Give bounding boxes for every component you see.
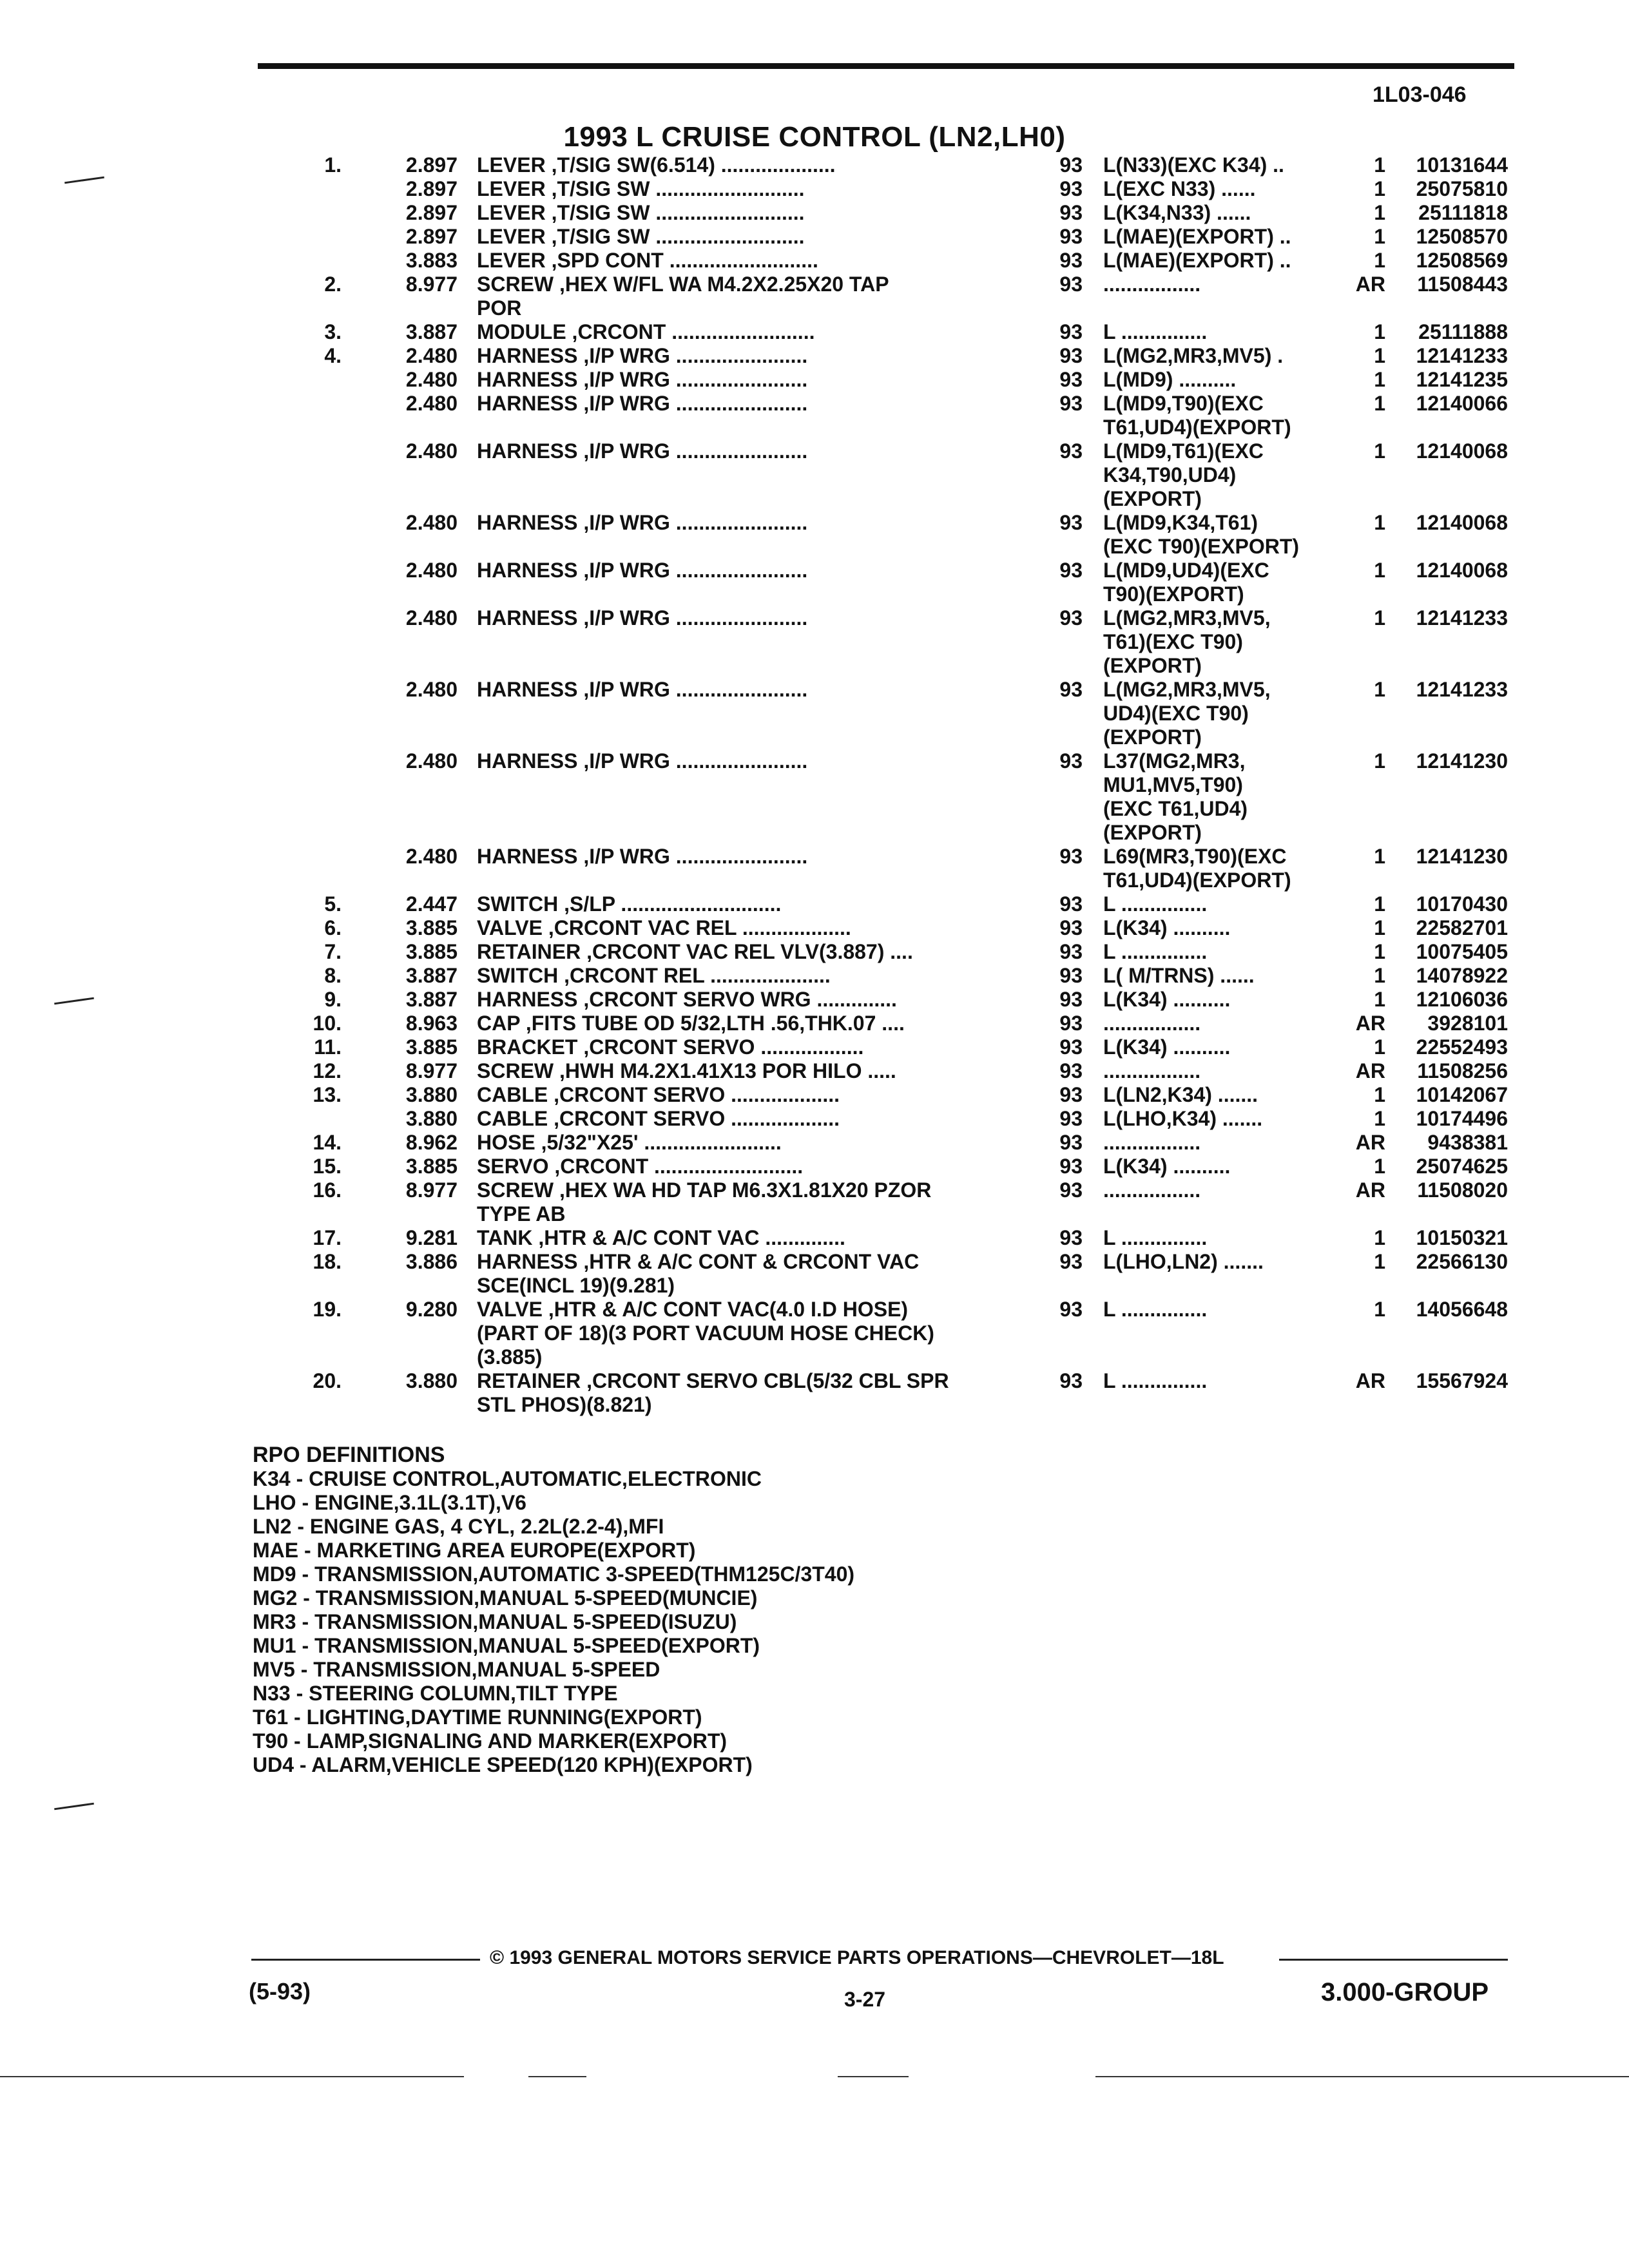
part-description: HARNESS ,HTR & A/C CONT & CRCONT VAC SCE(INCL 19)(9.281) [477, 1250, 920, 1297]
quantity: 1 [1374, 225, 1385, 248]
group-number: 2.897 [405, 201, 458, 224]
part-description: CABLE ,CRCONT SERVO ................... [477, 1083, 840, 1106]
part-number: 3928101 [1427, 1012, 1508, 1035]
ref-number: 9. [324, 988, 342, 1011]
part-row [0, 1178, 1629, 1226]
part-number: 25075810 [1416, 177, 1508, 200]
quantity: 1 [1374, 1250, 1385, 1273]
group-number: 3.885 [405, 1035, 458, 1059]
part-description: CAP ,FITS TUBE OD 5/32,LTH .56,THK.07 .... [477, 1012, 905, 1035]
model-year: 93 [1059, 1250, 1083, 1273]
model-year: 93 [1059, 1369, 1083, 1392]
part-number: 15567924 [1416, 1369, 1508, 1392]
usage-code: L(EXC N33) ...... [1103, 177, 1256, 200]
model-year: 93 [1059, 916, 1083, 939]
ref-number: 7. [324, 940, 342, 963]
part-description: HARNESS ,I/P WRG ....................... [477, 845, 808, 868]
part-number: 22582701 [1416, 916, 1508, 939]
part-description: HARNESS ,I/P WRG ....................... [477, 749, 808, 773]
scan-artifact-line [1095, 2076, 1629, 2077]
part-number: 10075405 [1416, 940, 1508, 963]
parts-list [0, 153, 1629, 1417]
part-number: 11508443 [1417, 273, 1508, 296]
model-year: 93 [1059, 1131, 1083, 1154]
rpo-definition: UD4 - ALARM,VEHICLE SPEED(120 KPH)(EXPORT) [253, 1753, 753, 1776]
group-number: 3.886 [405, 1250, 458, 1273]
group-number: 8.977 [405, 1059, 458, 1082]
part-number: 10142067 [1416, 1083, 1508, 1106]
model-year: 93 [1059, 225, 1083, 248]
part-number: 10170430 [1416, 892, 1508, 916]
usage-code: L(MG2,MR3,MV5, UD4)(EXC T90) (EXPORT) [1103, 678, 1271, 749]
rpo-definition: T61 - LIGHTING,DAYTIME RUNNING(EXPORT) [253, 1706, 702, 1729]
part-number: 10150321 [1416, 1226, 1508, 1249]
part-row [0, 1035, 1629, 1059]
part-description: MODULE ,CRCONT ......................... [477, 320, 815, 343]
model-year: 93 [1059, 559, 1083, 582]
part-description: HARNESS ,I/P WRG ....................... [477, 559, 808, 582]
quantity: AR [1355, 273, 1385, 296]
copyright-text: © 1993 GENERAL MOTORS SERVICE PARTS OPERATIONS—CHEVROLET—18L [490, 1947, 1224, 1968]
quantity: 1 [1374, 1155, 1385, 1178]
part-description: LEVER ,T/SIG SW(6.514) .................... [477, 153, 836, 177]
part-number: 12140068 [1416, 439, 1508, 463]
scan-artifact-line [0, 2076, 464, 2077]
usage-code: L( M/TRNS) ...... [1103, 964, 1255, 987]
ref-number: 12. [313, 1059, 342, 1082]
quantity: 1 [1374, 1035, 1385, 1059]
model-year: 93 [1059, 1012, 1083, 1035]
part-number: 12141230 [1416, 845, 1508, 868]
group-number: 2.480 [405, 439, 458, 463]
part-number: 12141233 [1416, 606, 1508, 629]
quantity: 1 [1374, 368, 1385, 391]
usage-code: L ............... [1103, 320, 1208, 343]
part-row [0, 1083, 1629, 1107]
part-description: HARNESS ,I/P WRG ....................... [477, 392, 808, 415]
quantity: 1 [1374, 678, 1385, 701]
quantity: 1 [1374, 892, 1385, 916]
model-year: 93 [1059, 177, 1083, 200]
part-description: LEVER ,SPD CONT .......................... [477, 249, 818, 272]
part-description: RETAINER ,CRCONT VAC REL VLV(3.887) .... [477, 940, 913, 963]
usage-code: L ............... [1103, 892, 1208, 916]
group-number: 2.480 [405, 749, 458, 773]
model-year: 93 [1059, 1226, 1083, 1249]
part-row [0, 273, 1629, 320]
part-row [0, 1298, 1629, 1369]
model-year: 93 [1059, 678, 1083, 701]
model-year: 93 [1059, 392, 1083, 415]
model-year: 93 [1059, 1059, 1083, 1082]
quantity: 1 [1374, 344, 1385, 367]
part-number: 12106036 [1416, 988, 1508, 1011]
part-number: 14056648 [1416, 1298, 1508, 1321]
part-number: 12140068 [1416, 559, 1508, 582]
group-number: 3.880 [405, 1107, 458, 1130]
model-year: 93 [1059, 749, 1083, 773]
quantity: 1 [1374, 153, 1385, 177]
quantity: 1 [1374, 320, 1385, 343]
group-number: 3.883 [405, 249, 458, 272]
usage-code: L(LHO,LN2) ....... [1103, 1250, 1264, 1273]
group-number: 8.963 [405, 1012, 458, 1035]
rpo-definitions [253, 1443, 854, 1777]
part-description: HARNESS ,I/P WRG ....................... [477, 344, 808, 367]
model-year: 93 [1059, 201, 1083, 224]
part-number: 12141233 [1416, 344, 1508, 367]
part-row [0, 559, 1629, 606]
quantity: 1 [1374, 559, 1385, 582]
ref-number: 11. [314, 1035, 342, 1059]
part-number: 12141235 [1416, 368, 1508, 391]
rpo-definition: MAE - MARKETING AREA EUROPE(EXPORT) [253, 1539, 696, 1562]
quantity: 1 [1374, 988, 1385, 1011]
usage-code: L(MD9,T90)(EXC T61,UD4)(EXPORT) [1103, 392, 1291, 439]
footer-rule-right [1279, 1959, 1508, 1961]
model-year: 93 [1059, 1178, 1083, 1202]
part-row [0, 606, 1629, 678]
footer-group: 3.000-GROUP [1321, 1978, 1489, 2006]
model-year: 93 [1059, 892, 1083, 916]
rpo-definition: LN2 - ENGINE GAS, 4 CYL, 2.2L(2.2-4),MFI [253, 1515, 664, 1538]
part-row [0, 1226, 1629, 1250]
part-number: 10131644 [1416, 153, 1508, 177]
ref-number: 1. [324, 153, 342, 177]
part-number: 12140066 [1416, 392, 1508, 415]
usage-code: L ............... [1103, 1369, 1208, 1392]
usage-code: L ............... [1103, 1226, 1208, 1249]
usage-code: ................. [1103, 1012, 1201, 1035]
quantity: 1 [1374, 439, 1385, 463]
model-year: 93 [1059, 1035, 1083, 1059]
scan-artifact-line [528, 2076, 586, 2077]
group-number: 8.977 [405, 273, 458, 296]
part-description: VALVE ,HTR & A/C CONT VAC(4.0 I.D HOSE) (PART OF 18)(3 PORT VACUUM HOSE CHECK) (3.885) [477, 1298, 934, 1369]
part-description: TANK ,HTR & A/C CONT VAC .............. [477, 1226, 845, 1249]
rpo-definition: MU1 - TRANSMISSION,MANUAL 5-SPEED(EXPORT) [253, 1634, 760, 1657]
usage-code: L(K34) .......... [1103, 988, 1231, 1011]
usage-code: L(K34) .......... [1103, 1035, 1231, 1059]
part-number: 25111818 [1418, 201, 1508, 224]
part-row [0, 249, 1629, 273]
footer-date: (5-93) [249, 1978, 311, 2004]
group-number: 2.480 [405, 559, 458, 582]
part-row [0, 1131, 1629, 1155]
part-number: 12508569 [1416, 249, 1508, 272]
ref-number: 3. [324, 320, 342, 343]
model-year: 93 [1059, 606, 1083, 629]
rpo-definition: K34 - CRUISE CONTROL,AUTOMATIC,ELECTRONIC [253, 1467, 762, 1490]
part-description: CABLE ,CRCONT SERVO ................... [477, 1107, 840, 1130]
quantity: 1 [1374, 249, 1385, 272]
page-title: 1993 L CRUISE CONTROL (LN2,LH0) [563, 121, 1066, 153]
group-number: 3.887 [405, 988, 458, 1011]
rpo-definition: N33 - STEERING COLUMN,TILT TYPE [253, 1682, 618, 1705]
part-row [0, 1012, 1629, 1035]
usage-code: L37(MG2,MR3, MU1,MV5,T90) (EXC T61,UD4) (EXPORT) [1103, 749, 1248, 844]
quantity: 1 [1374, 392, 1385, 415]
rpo-definition: MG2 - TRANSMISSION,MANUAL 5-SPEED(MUNCIE) [253, 1586, 758, 1610]
model-year: 93 [1059, 940, 1083, 963]
usage-code: L(MD9,T61)(EXC K34,T90,UD4) (EXPORT) [1103, 439, 1264, 510]
usage-code: ................. [1103, 1178, 1201, 1202]
part-description: SERVO ,CRCONT .......................... [477, 1155, 804, 1178]
usage-code: L(MG2,MR3,MV5) . [1103, 344, 1284, 367]
part-description: SCREW ,HWH M4.2X1.41X13 POR HILO ..... [477, 1059, 896, 1082]
rpo-definition: MD9 - TRANSMISSION,AUTOMATIC 3-SPEED(THM125C/3T40) [253, 1562, 855, 1586]
model-year: 93 [1059, 439, 1083, 463]
group-number: 2.480 [405, 845, 458, 868]
group-number: 2.480 [405, 392, 458, 415]
part-description: BRACKET ,CRCONT SERVO .................. [477, 1035, 864, 1059]
ref-number: 18. [313, 1250, 342, 1273]
scan-artifact-line [838, 2076, 909, 2077]
part-description: SWITCH ,CRCONT REL ..................... [477, 964, 831, 987]
part-number: 11508256 [1417, 1059, 1508, 1082]
ref-number: 14. [313, 1131, 342, 1154]
part-description: HOSE ,5/32"X25' ........................ [477, 1131, 782, 1154]
ref-number: 13. [313, 1083, 342, 1106]
part-number: 25111888 [1418, 320, 1508, 343]
part-row [0, 1107, 1629, 1131]
part-description: SWITCH ,S/LP ............................ [477, 892, 782, 916]
margin-mark [54, 1803, 94, 1811]
part-number: 14078922 [1416, 964, 1508, 987]
part-description: RETAINER ,CRCONT SERVO CBL(5/32 CBL SPR STL PHOS)(8.821) [477, 1369, 949, 1416]
part-description: LEVER ,T/SIG SW .......................... [477, 225, 805, 248]
usage-code: L(MD9,K34,T61) (EXC T90)(EXPORT) [1103, 511, 1300, 558]
usage-code: L ............... [1103, 940, 1208, 963]
ref-number: 2. [324, 273, 342, 296]
part-row [0, 225, 1629, 249]
part-row [0, 368, 1629, 392]
ref-number: 8. [324, 964, 342, 987]
model-year: 93 [1059, 1155, 1083, 1178]
group-number: 2.480 [405, 344, 458, 367]
part-row [0, 964, 1629, 988]
group-number: 2.897 [405, 177, 458, 200]
quantity: 1 [1374, 916, 1385, 939]
ref-number: 19. [313, 1298, 342, 1321]
model-year: 93 [1059, 273, 1083, 296]
ref-number: 6. [324, 916, 342, 939]
part-description: HARNESS ,I/P WRG ....................... [477, 439, 808, 463]
quantity: 1 [1374, 1083, 1385, 1106]
model-year: 93 [1059, 320, 1083, 343]
group-number: 2.480 [405, 368, 458, 391]
part-row [0, 940, 1629, 964]
model-year: 93 [1059, 988, 1083, 1011]
page-number: 3-27 [844, 1988, 886, 2011]
part-row [0, 916, 1629, 940]
group-number: 9.280 [405, 1298, 458, 1321]
usage-code: L(LN2,K34) ....... [1103, 1083, 1258, 1106]
part-description: LEVER ,T/SIG SW .......................... [477, 201, 805, 224]
quantity: AR [1355, 1059, 1385, 1082]
group-number: 3.880 [405, 1369, 458, 1392]
quantity: 1 [1374, 749, 1385, 773]
quantity: 1 [1374, 511, 1385, 534]
model-year: 93 [1059, 511, 1083, 534]
quantity: 1 [1374, 964, 1385, 987]
group-number: 3.880 [405, 1083, 458, 1106]
part-description: LEVER ,T/SIG SW .......................... [477, 177, 805, 200]
part-row [0, 177, 1629, 201]
group-number: 8.977 [405, 1178, 458, 1202]
model-year: 93 [1059, 845, 1083, 868]
part-row [0, 892, 1629, 916]
quantity: AR [1355, 1178, 1385, 1202]
usage-code: L(K34) .......... [1103, 916, 1231, 939]
part-description: VALVE ,CRCONT VAC REL ................... [477, 916, 851, 939]
document-id: 1L03-046 [1373, 82, 1467, 107]
part-row [0, 511, 1629, 559]
part-description: SCREW ,HEX W/FL WA M4.2X2.25X20 TAP POR [477, 273, 889, 320]
quantity: 1 [1374, 606, 1385, 629]
part-row [0, 392, 1629, 439]
part-number: 9438381 [1427, 1131, 1508, 1154]
part-row [0, 344, 1629, 368]
part-row [0, 1155, 1629, 1178]
usage-code: L(MAE)(EXPORT) .. [1103, 225, 1291, 248]
rpo-definition: T90 - LAMP,SIGNALING AND MARKER(EXPORT) [253, 1729, 728, 1753]
quantity: 1 [1374, 1298, 1385, 1321]
part-number: 12140068 [1416, 511, 1508, 534]
usage-code: L(LHO,K34) ....... [1103, 1107, 1263, 1130]
model-year: 93 [1059, 1298, 1083, 1321]
ref-number: 4. [324, 344, 342, 367]
part-description: SCREW ,HEX WA HD TAP M6.3X1.81X20 PZOR TYPE AB [477, 1178, 932, 1225]
part-description: HARNESS ,I/P WRG ....................... [477, 368, 808, 391]
usage-code: L(K34) .......... [1103, 1155, 1231, 1178]
part-description: HARNESS ,I/P WRG ....................... [477, 606, 808, 629]
group-number: 3.887 [405, 964, 458, 987]
part-number: 22552493 [1416, 1035, 1508, 1059]
usage-code: ................. [1103, 1059, 1201, 1082]
usage-code: L(N33)(EXC K34) .. [1103, 153, 1284, 177]
model-year: 93 [1059, 153, 1083, 177]
part-description: HARNESS ,I/P WRG ....................... [477, 511, 808, 534]
part-number: 22566130 [1416, 1250, 1508, 1273]
ref-number: 17. [313, 1226, 342, 1249]
quantity: 1 [1374, 1107, 1385, 1130]
part-number: 10174496 [1416, 1107, 1508, 1130]
part-row [0, 439, 1629, 511]
usage-code: L(MD9,UD4)(EXC T90)(EXPORT) [1103, 559, 1269, 606]
part-row [0, 1369, 1629, 1417]
quantity: 1 [1374, 1226, 1385, 1249]
part-number: 12141233 [1416, 678, 1508, 701]
part-row [0, 153, 1629, 177]
top-rule [258, 63, 1514, 69]
group-number: 2.480 [405, 678, 458, 701]
part-row [0, 1059, 1629, 1083]
part-number: 12508570 [1416, 225, 1508, 248]
part-description: HARNESS ,CRCONT SERVO WRG .............. [477, 988, 897, 1011]
part-number: 11508020 [1417, 1178, 1508, 1202]
rpo-heading: RPO DEFINITIONS [253, 1443, 445, 1467]
quantity: 1 [1374, 940, 1385, 963]
usage-code: L(MD9) .......... [1103, 368, 1237, 391]
usage-code: L(MAE)(EXPORT) .. [1103, 249, 1291, 272]
quantity: AR [1355, 1369, 1385, 1392]
model-year: 93 [1059, 344, 1083, 367]
part-row [0, 1250, 1629, 1298]
usage-code: L ............... [1103, 1298, 1208, 1321]
usage-code: L(K34,N33) ...... [1103, 201, 1251, 224]
model-year: 93 [1059, 1083, 1083, 1106]
group-number: 9.281 [405, 1226, 458, 1249]
group-number: 8.962 [405, 1131, 458, 1154]
group-number: 2.897 [405, 225, 458, 248]
quantity: 1 [1374, 177, 1385, 200]
quantity: 1 [1374, 201, 1385, 224]
model-year: 93 [1059, 964, 1083, 987]
usage-code: ................. [1103, 273, 1201, 296]
usage-code: L69(MR3,T90)(EXC T61,UD4)(EXPORT) [1103, 845, 1291, 892]
part-description: HARNESS ,I/P WRG ....................... [477, 678, 808, 701]
model-year: 93 [1059, 1107, 1083, 1130]
model-year: 93 [1059, 368, 1083, 391]
rpo-definition: MV5 - TRANSMISSION,MANUAL 5-SPEED [253, 1658, 660, 1681]
part-row [0, 678, 1629, 749]
group-number: 3.885 [405, 916, 458, 939]
part-row [0, 749, 1629, 845]
quantity: 1 [1374, 845, 1385, 868]
quantity: AR [1355, 1012, 1385, 1035]
part-row [0, 201, 1629, 225]
ref-number: 15. [313, 1155, 342, 1178]
quantity: AR [1355, 1131, 1385, 1154]
part-row [0, 845, 1629, 892]
part-row [0, 988, 1629, 1012]
group-number: 3.885 [405, 940, 458, 963]
usage-code: L(MG2,MR3,MV5, T61)(EXC T90) (EXPORT) [1103, 606, 1271, 677]
part-number: 12141230 [1416, 749, 1508, 773]
ref-number: 20. [313, 1369, 342, 1392]
ref-number: 10. [313, 1012, 342, 1035]
group-number: 2.447 [405, 892, 458, 916]
group-number: 2.480 [405, 606, 458, 629]
rpo-list [253, 1467, 854, 1777]
model-year: 93 [1059, 249, 1083, 272]
ref-number: 5. [324, 892, 342, 916]
group-number: 3.885 [405, 1155, 458, 1178]
group-number: 3.887 [405, 320, 458, 343]
group-number: 2.480 [405, 511, 458, 534]
ref-number: 16. [313, 1178, 342, 1202]
part-row [0, 320, 1629, 344]
part-number: 25074625 [1416, 1155, 1508, 1178]
rpo-definition: MR3 - TRANSMISSION,MANUAL 5-SPEED(ISUZU) [253, 1610, 737, 1633]
usage-code: ................. [1103, 1131, 1201, 1154]
group-number: 2.897 [405, 153, 458, 177]
footer-rule-left [251, 1959, 480, 1961]
rpo-definition: LHO - ENGINE,3.1L(3.1T),V6 [253, 1491, 526, 1514]
